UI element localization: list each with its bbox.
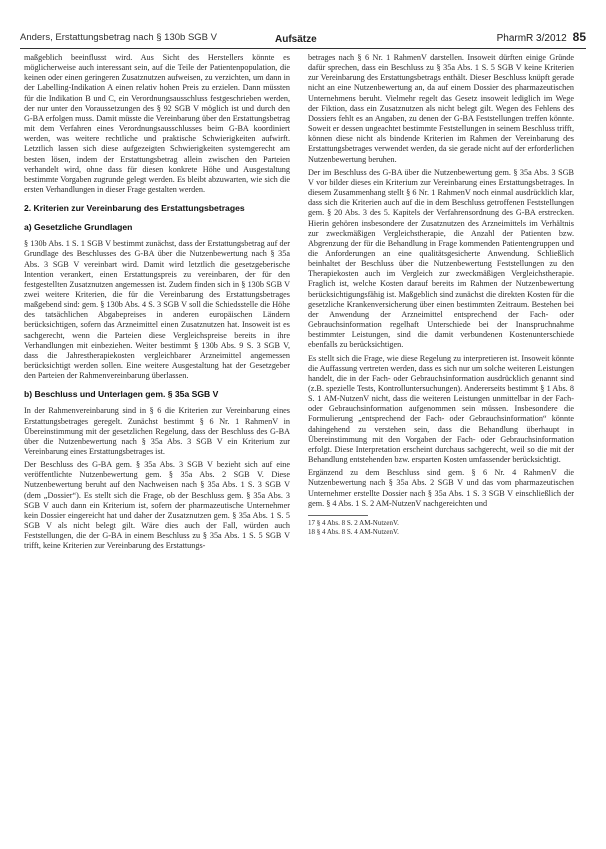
paragraph: In der Rahmenvereinbarung sind in § 6 die Kriterien zur Vereinbarung eines Erstattungsbetrages geregelt. Zunächst bestimmt § 6 Nr. 1 RahmenV in Übereinstimmung mit der gesetzlichen Regelung, dass der Beschluss des G-BA über die Nutzenbewertung nach § 35a Abs. 3 SGB V ein Kriterium zur Vereinbarung eines Erstattungsbetrages ist. — [24, 406, 290, 456]
footnote: 17 § 4 Abs. 8 S. 2 AM-NutzenV. — [308, 518, 399, 527]
page-number: 85 — [572, 30, 586, 44]
running-header — [20, 30, 586, 46]
right-column — [308, 53, 574, 537]
header-rule — [20, 48, 586, 49]
header-article-title: Anders, Erstattungsbetrag nach § 130b SGB V — [20, 32, 217, 43]
paragraph: § 130b Abs. 1 S. 1 SGB V bestimmt zunächst, dass der Erstattungsbetrag auf der Grundlage des Beschlusses des G-BA über die Nutzenbewertung nach § 35a Abs. 3 SGB V vereinbart wird. Damit wird letztlich die gesetzgeberische Intention verankert, einen Erstattungspreis zu vereinbaren, der für den festgestellten Zusatznutzen angemessen ist. Zudem finden sich in § 130b SGB V zwei weitere Kriterien, die für die Vereinbarung des Erstattungsbetrages maßgebend sind: gem. § 130b Abs. 4 S. 3 SGB V soll die Schiedsstelle die Höhe des tatsächlichen Abgabepreises in anderen europäischen Ländern berücksichtigen, sofern das Arzneimittel einen Zusatznutzen hat. Insoweit ist es sachgerecht, wenn die Parteien diese Vergleichspreise bereits in ihre Verhandlungen mit einbeziehen. Weiter bestimmt § 130b Abs. 9 S. 3 SGB V, dass die Jahrestherapiekosten vergleichbarer Arzneimittel angemessen berücksichtigt werden sollen. Eine weitere Ausgestaltung hat der Gesetzgeber den Parteien der Rahmenvereinbarung überlassen. — [24, 239, 290, 381]
paragraph: betrages nach § 6 Nr. 1 RahmenV darstellen. Insoweit dürften einige Gründe dafür sprechen, dass ein Beschluss zu § 35a Abs. 1 S. 5 SGB V keine Kriterien zur Vereinbarung des Erstattungsbetrags enthält. Dieser Beschluss knüpft gerade nicht an eine Nutzenbewertung an, da auf einem Dossier des pharmazeutischen Unternehmens beruht. Vielmehr regelt das Gesetz insoweit lediglich im Wege der Fiktion, dass ein Zusatznutzen als nicht belegt gilt. Wegen des Fehlens des Dossiers fehlt es an Angaben, zu denen der G-BA Feststellungen treffen könnte. Soweit er dessen ungeachtet bestimmte Feststellungen in seinem Beschluss trifft, können diese nicht als bindende Kriterien im Rahmen der Vereinbarung des Erstattungsbetrages verwendet werden, da sie gerade nicht auf der erforderlichen Nutzenbewertung beruhen. — [308, 53, 574, 164]
subsection-heading: a) Gesetzliche Grundlagen — [24, 222, 133, 233]
header-journal-page — [497, 30, 586, 44]
paragraph: Ergänzend zu dem Beschluss sind gem. § 6 Nr. 4 RahmenV die Nutzenbewertung nach § 35a Abs. 2 SGB V und das vom pharmazeutischen Unternehmer erstellte Dossier nach § 35a Abs. 1 S. 3 SGB V einschließlich der gem. § 4 Abs. 1 S. 2 AM-NutzenV nachgereichten und — [308, 468, 574, 508]
footnote-rule — [308, 515, 368, 516]
paragraph: maßgeblich beeinflusst wird. Aus Sicht des Herstellers könnte es möglicherweise auch interessant sein, auf die Teile der Patientenpopulation, die keinen oder einen geringeren Zusatznutzen aufweisen, zu verzichten, um dann in der Labelling-Indikation A einen relativ hohen Preis zu erzielen. Dann müssten für die Indikation B und C, ein Verordnungsausschluss festgeschrieben werden, der nur unter den Voraussetzungen des § 92 SGB V möglich ist und durch den G-BA erfolgen muss. Damit müsste die Vereinbarung über den Erstattungsbetrag mit dem Verfahren eines Verordnungsausschlusses beim G-BA koordiniert werden, was weitere rechtliche und praktische Schwierigkeiten aufwirft. Letztlich lassen sich diese aufgezeigten Schwierigkeiten systemgerecht am besten lösen, indem der Erstattungsbetrag allein zwischen den Parteien verhandelt wird, ohne dass für diesen konkrete Höhe und Ausgestaltung bestimmte Vorgaben zugrunde gelegt werden. Es bleibt abzuwarten, wie sich die ersten Verhandlungen in dieser Frage gestalten werden. — [24, 53, 290, 195]
paragraph: Es stellt sich die Frage, wie diese Regelung zu interpretieren ist. Insoweit könnte die Auffassung vertreten werden, dass es sich nur um solche weiteren Leistungen handelt, die in der Fach- oder Gebrauchsinformation ausdrücklich genannt sind (z.B. spezielle Tests, Kontrolluntersuchungen). Andererseits bestimmt § 1 Abs. 8 S. 1 AM-NutzenV nicht, dass die weiteren Leistungen unmittelbar in der Fach- oder Gebrauchsinformation aufgenommen sein müssen. Insbesondere die Formulierung „entsprechend der Fach- oder Gebrauchsinformation“ könnte dahingehend zu verstehen sein, dass die Behandlung überhaupt in Übereinstimmung mit den Vorgaben der Fach- oder Gebrauchsinformation erfolgt. Diese Interpretation erscheint durchaus sachgerecht, weil so die mit der Behandlung entstehenden bzw. ersparten Kosten umfassender berücksichtigt. — [308, 353, 574, 465]
left-column — [24, 53, 290, 555]
section-heading: 2. Kriterien zur Vereinbarung des Erstattungsbetrages — [24, 203, 245, 214]
footnote: 18 § 4 Abs. 8 S. 4 AM-NutzenV. — [308, 527, 399, 536]
header-journal: PharmR 3/2012 — [496, 33, 567, 44]
paragraph: Der im Beschluss des G-BA über die Nutzenbewertung gem. § 35a Abs. 3 SGB V vor bilder dieses ein Kriterium zur Vereinbarung eines Erstattungsbetrages. In diesem Zusammenhang stellt § 6 Nr. 1 RahmenV noch einmal ausdrücklich klar, dass sich die Kriterien auch auf die in dem Beschluss getroffenen Feststellungen gem. § 20 Abs. 3 des 5. Kapitels der Verfahrensordnung des G-BA erstrecken. Hierin gehören insbesondere der Zusatznutzen des Arzneimittels im Verhältnis zur zweckmäßigen Vergleichstherapie, die Anzahl der Patienten bzw. Abgrenzung der für die Behandlung in Frage kommenden Patientengruppen und die Anforderungen an eine qualitätsgesicherte Anwendung. Schließlich beinhaltet der Beschluss über die Nutzenbewertung Feststellungen zu den Therapiekosten auch im Vergleich zur zweckmäßigen Vergleichstherapie. Fraglich ist, welche Kosten darauf bereits im Rahmen der Nutzenbewertung berücksichtigungsfähig ist. Maßgeblich sind zunächst die direkten Kosten für die gesetzliche Krankenversicherung über einen bestimmten Zeitraum. Bestehen bei der Anwendung der Arzneimittel entsprechend der Fach- oder Gebrauchsinformation regelhaft Unterschiede bei der Inanspruchnahme bestimmter Leistungen, sind die damit verbundenen Kostenunterschiede ebenfalls zu berücksichtigen. — [308, 167, 574, 350]
subsection-heading: b) Beschluss und Unterlagen gem. § 35a SGB V — [24, 389, 219, 400]
paragraph: Der Beschluss des G-BA gem. § 35a Abs. 3 SGB V bezieht sich auf eine veröffentlichte Nutzenbewertung gem. § 35a Abs. 2 SGB V. Diese Nutzenbewertung beruht auf den Nachweisen nach § 35a Abs. 1 S. 3 SGB V (dem „Dossier“). Es stellt sich die Frage, ob der Beschluss gem. § 35a Abs. 3 SGB V auch dann ein Kriterium ist, sofern der pharmazeutische Unternehmer kein Dossier eingereicht hat und daher der Zusatznutzen gem. § 35a Abs. 1 S. 5 SGB V als nicht belegt gilt. Wäre dies auch der Fall, würden auch Feststellungen, die der G-BA in einem Beschluss zu § 35a Abs. 1 S. 5 SGB V trifft, keine Kriterien zur Vereinbarung des Erstattungs- — [24, 460, 290, 551]
header-section: Aufsätze — [275, 34, 317, 45]
